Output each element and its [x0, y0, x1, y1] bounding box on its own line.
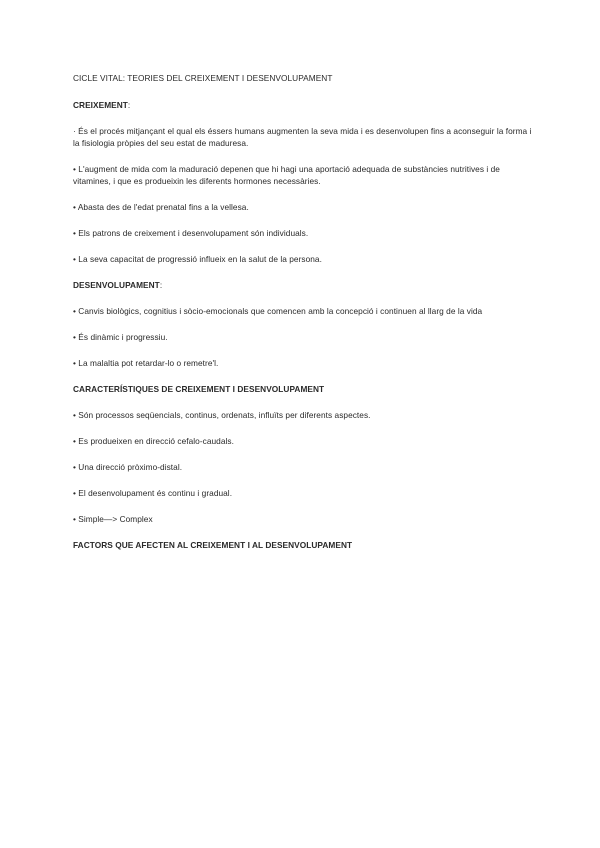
- list-item: • El desenvolupament és continu i gradual.: [73, 488, 233, 498]
- section-heading-factors: [73, 539, 533, 551]
- list-item: • L'augment de mida com la maduració depenen que hi hagi una aportació adequada de substàncies nutritives i de vitamines, i que es produeixin les diferents hormones necessàries.: [73, 164, 500, 186]
- heading-text: CARACTERÍSTIQUES DE CREIXEMENT I DESENVOLUPAMENT: [73, 384, 325, 394]
- list-item: • La malaltia pot retardar-lo o remetre'l.: [73, 358, 219, 368]
- heading-colon: :: [127, 100, 131, 110]
- list-item: • La seva capacitat de progressió influeix en la salut de la persona.: [73, 254, 322, 264]
- list-item: • Simple—> Complex: [73, 514, 153, 524]
- heading-text: CREIXEMENT: [73, 100, 128, 110]
- heading-colon: :: [159, 280, 163, 290]
- list-item: • És dinàmic i progressiu.: [73, 332, 168, 342]
- list-item: · És el procés mitjançant el qual els éssers humans augmenten la seva mida i es desenvolupen fins a aconseguir la forma i la fisiologia pròpies del seu estat de maduresa.: [73, 126, 532, 148]
- section-heading-caracteristiques: [73, 383, 533, 395]
- list-item: • Una direcció pròximo-distal.: [73, 462, 183, 472]
- list-item: • Abasta des de l'edat prenatal fins a la vellesa.: [73, 202, 249, 212]
- list-item: • Canvis biològics, cognitius i sòcio-emocionals que comencen amb la concepció i continuen al llarg de la vida: [73, 306, 483, 316]
- document-body: [73, 72, 533, 565]
- section-heading-desenvolupament: [73, 279, 533, 291]
- list-item: • Es produeixen en direcció cefalo-caudals.: [73, 436, 234, 446]
- list-item: • Són processos seqüencials, continus, ordenats, influïts per diferents aspectes.: [73, 410, 371, 420]
- heading-text: FACTORS QUE AFECTEN AL CREIXEMENT I AL DESENVOLUPAMENT: [73, 540, 353, 550]
- list-item: • Els patrons de creixement i desenvolupament són individuals.: [73, 228, 309, 238]
- heading-text: DESENVOLUPAMENT: [73, 280, 160, 290]
- section-heading-creixement: [73, 99, 533, 111]
- document-title: CICLE VITAL: TEORIES DEL CREIXEMENT I DESENVOLUPAMENT: [73, 73, 333, 83]
